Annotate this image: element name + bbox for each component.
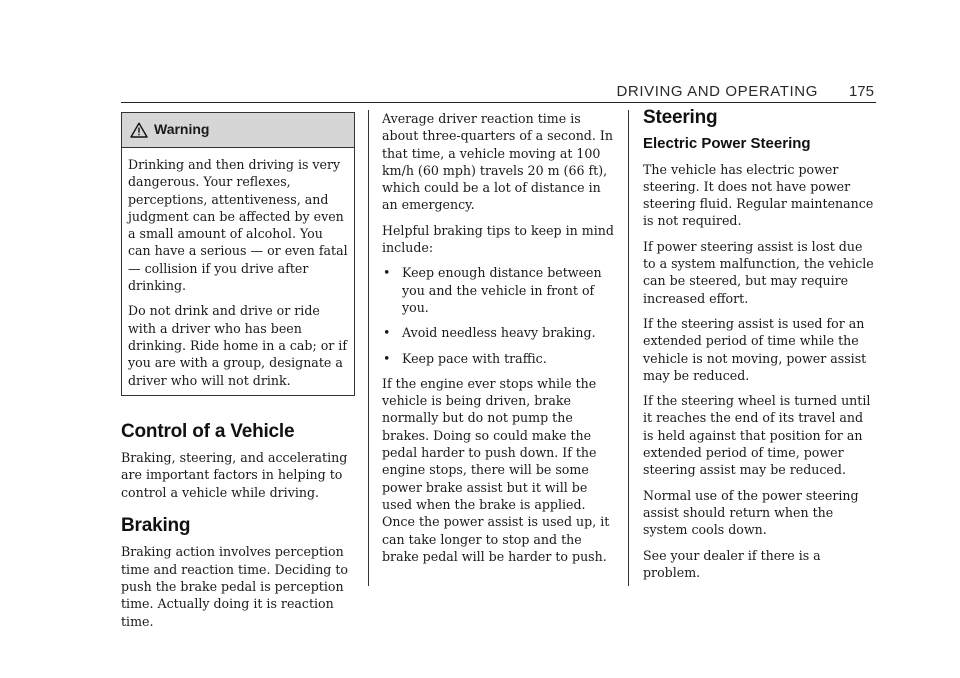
bullet: •: [383, 325, 391, 341]
bullet: •: [383, 350, 391, 366]
column-middle: [382, 110, 616, 573]
section-heading-control: Control of a Vehicle: [121, 420, 295, 442]
column-left: [121, 112, 355, 638]
warning-title: Warning: [154, 121, 210, 138]
section-heading-steering: Steering: [643, 107, 718, 128]
warning-triangle-icon: [130, 122, 148, 138]
engine-stop-paragraph: If the engine ever stops while the vehicle is being driven, brake normally but do not pump the brakes. Doing so could make the pedal harder to push down. If the engine stops, there will be some power brake assist but it will be used when the brake is applied. Once the power assist is used up, it can take longer to stop and the brake pedal will be harder to push.: [382, 375, 610, 564]
section-title: DRIVING AND OPERATING: [616, 83, 818, 100]
section-heading-braking: Braking: [121, 515, 191, 537]
bullet: •: [383, 265, 391, 281]
column-divider: [368, 110, 369, 586]
steering-paragraph: If the steering assist is used for an extended period of time while the vehicle is not moving, power assist may be reduced.: [643, 315, 867, 383]
list-item: • Avoid needless heavy braking.: [383, 325, 596, 341]
steering-paragraph: The vehicle has electric power steering. It does not have power steering fluid. Regular maintenance is not required.: [643, 161, 874, 229]
braking-paragraph: Braking action involves perception time and reaction time. Deciding to push the brake pedal is perception time. Actually doing it is reaction time.: [121, 544, 349, 629]
steering-paragraph: Normal use of the power steering assist should return when the system cools down.: [643, 487, 859, 538]
column-divider: [628, 110, 629, 586]
control-paragraph: Braking, steering, and accelerating are important factors in helping to control a vehicle while driving.: [121, 450, 348, 500]
warning-box: [121, 112, 355, 396]
subheading-power-steering: Electric Power Steering: [643, 135, 811, 153]
warning-header: [122, 113, 354, 148]
list-item: • Keep pace with traffic.: [383, 350, 547, 366]
warning-body: [122, 148, 354, 395]
braking-tips-list: [382, 264, 616, 366]
warning-paragraph: Do not drink and drive or ride with a driver who has been drinking. Ride home in a cab; or if you are with a group, designate a driver who will not drink.: [128, 303, 347, 388]
list-item: • Keep enough distance between you and the vehicle in front of you.: [383, 265, 602, 315]
warning-paragraph: Drinking and then driving is very dangerous. Your reflexes, perceptions, attentiveness, and judgment can be affected by even a small amount of alcohol. You can have a serious — or even fatal — collision if you drive after drinking.: [128, 157, 348, 294]
steering-paragraph: See your dealer if there is a problem.: [643, 547, 821, 580]
page-header: [121, 80, 876, 103]
tips-intro: Helpful braking tips to keep in mind include:: [382, 222, 614, 256]
steering-paragraph: If the steering wheel is turned until it reaches the end of its travel and is held against that position for an extended period of time, power steering assist may be reduced.: [643, 393, 871, 478]
page-number: 175: [848, 83, 874, 100]
column-right: [643, 107, 877, 589]
reaction-time-paragraph: Average driver reaction time is about three-quarters of a second. In that time, a vehicle moving at 100 km/h (60 mph) travels 20 m (66 ft), which could be a lot of distance in an emergency.: [382, 111, 613, 213]
steering-paragraph: If power steering assist is lost due to a system malfunction, the vehicle can be steered, but may require increased effort.: [643, 238, 874, 306]
